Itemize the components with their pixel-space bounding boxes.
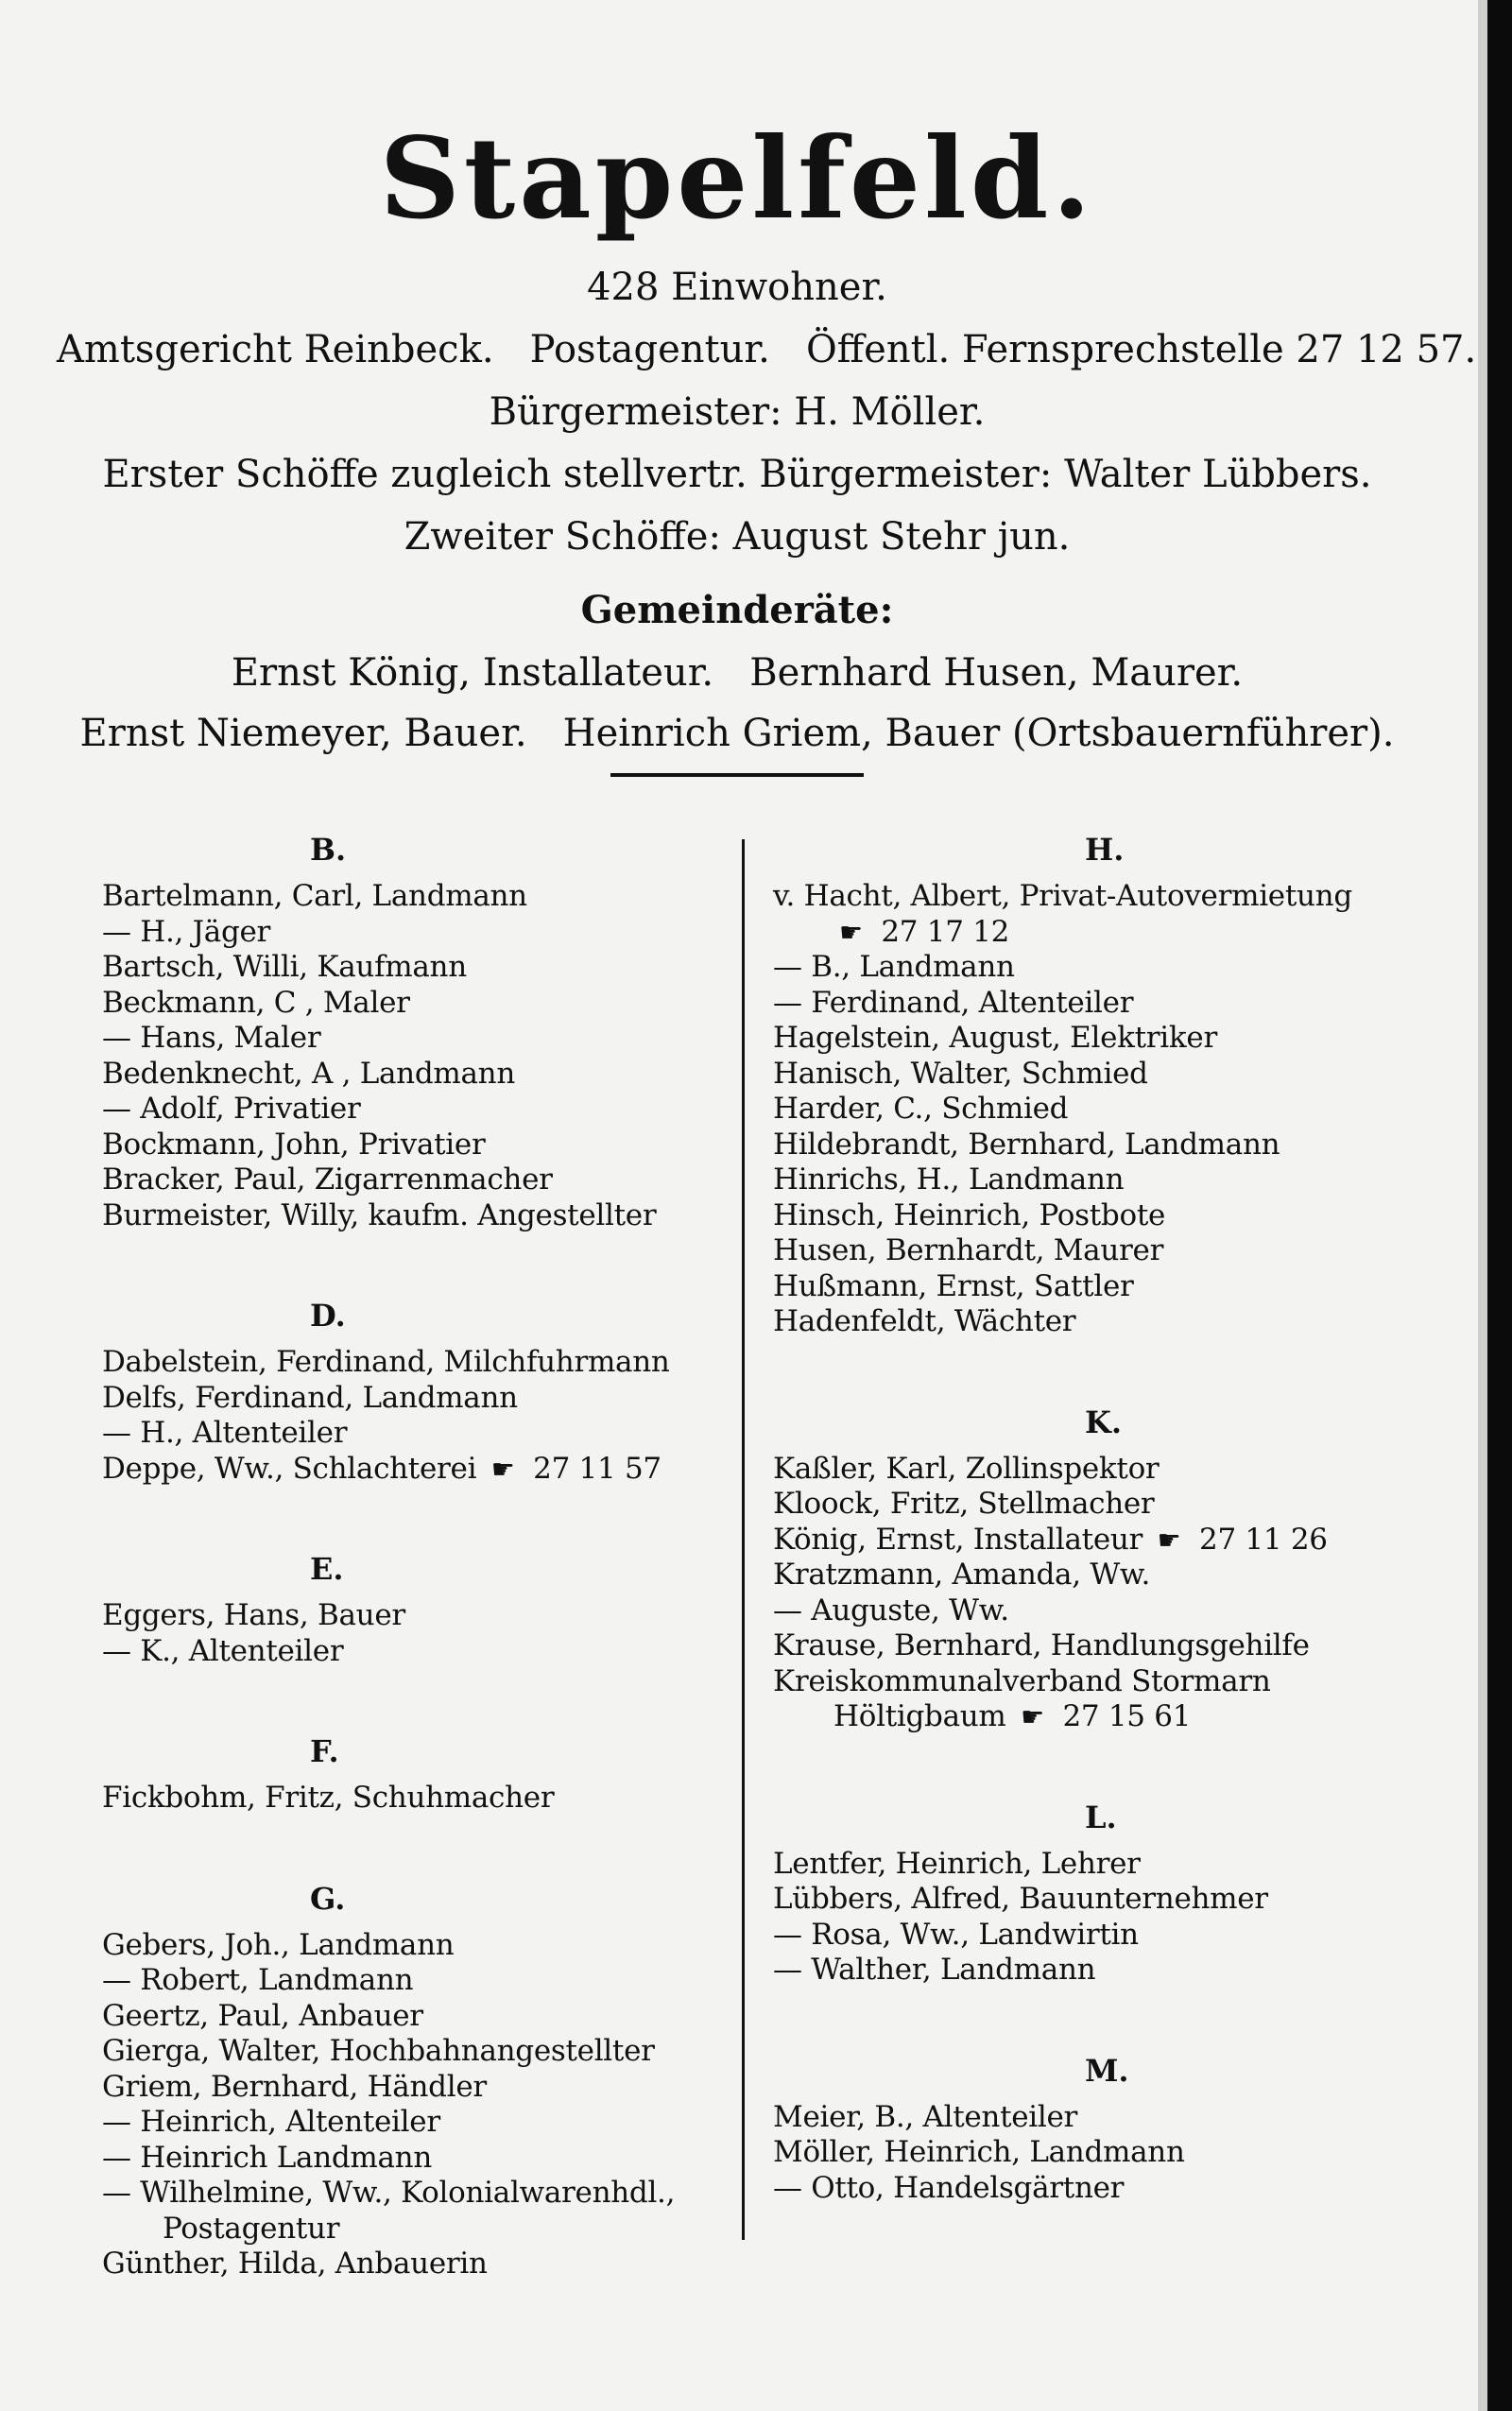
list-item: Kratzmann, Amanda, Ww. xyxy=(773,1558,1151,1592)
entry-text: König, Ernst, Installateur xyxy=(773,1522,1143,1557)
header-divider xyxy=(610,773,864,777)
list-item: — H., Jäger xyxy=(102,914,271,949)
first-schoeffe-line: Erster Schöffe zugleich stellvertr. Bürgermeister: Walter Lübbers. xyxy=(102,453,1372,496)
section-letter-g: G. xyxy=(310,1880,346,1917)
list-item: Meier, B., Altenteiler xyxy=(773,2099,1078,2134)
list-item: Kaßler, Karl, Zollinspektor xyxy=(773,1451,1160,1486)
list-item: Fickbohm, Fritz, Schuhmacher xyxy=(102,1781,555,1815)
section-letter-e: E. xyxy=(310,1551,344,1587)
offices-line: Amtsgericht Reinbeck. Postagentur. Öffentl. Fernsprechstelle 27 12 57. xyxy=(57,328,1477,371)
list-item: Kloock, Fritz, Stellmacher xyxy=(773,1487,1155,1521)
council-line-1: Ernst König, Installateur. Bernhard Husen, Maurer. xyxy=(231,651,1244,695)
section-letter-m: M. xyxy=(1085,2052,1129,2089)
council-line-2: Ernst Niemeyer, Bauer. Heinrich Griem, Bauer (Ortsbauernführer). xyxy=(79,712,1395,755)
list-item-phone-continuation xyxy=(773,915,1425,951)
section-letter-l: L. xyxy=(1085,1799,1117,1835)
section-letter-h: H. xyxy=(1085,832,1125,868)
list-item: Lentfer, Heinrich, Lehrer xyxy=(773,1846,1141,1881)
list-item: Möller, Heinrich, Landmann xyxy=(773,2135,1185,2169)
left-column xyxy=(102,832,754,2282)
phone-number: 27 17 12 xyxy=(881,914,1010,949)
council-heading: Gemeinderäte: xyxy=(580,588,894,632)
list-item: Gierga, Walter, Hochbahnangestellter xyxy=(102,2034,655,2068)
list-item: — Rosa, Ww., Landwirtin xyxy=(773,1917,1139,1952)
section-letter-f: F. xyxy=(310,1733,339,1769)
list-item: — Robert, Landmann xyxy=(102,1963,414,1997)
list-item: Harder, C., Schmied xyxy=(773,1092,1069,1126)
section-letter-d: D. xyxy=(310,1298,346,1334)
list-item: — Adolf, Privatier xyxy=(102,1092,361,1126)
list-item: — Otto, Handelsgärtner xyxy=(773,2170,1125,2205)
list-item: — Heinrich, Altenteiler xyxy=(102,2105,440,2139)
pointing-hand-icon: ☛ xyxy=(839,916,863,948)
page-edge-shadow xyxy=(1487,0,1512,2411)
list-item: Hinrichs, H., Landmann xyxy=(773,1162,1125,1197)
list-item: — K., Altenteiler xyxy=(102,1633,344,1668)
list-item: Burmeister, Willy, kaufm. Angestellter xyxy=(102,1197,657,1232)
list-item: Bockmann, John, Privatier xyxy=(102,1127,486,1162)
list-item: Bartelmann, Carl, Landmann xyxy=(102,879,527,913)
section-letter-k: K. xyxy=(1085,1404,1122,1440)
list-item: Hußmann, Ernst, Sattler xyxy=(773,1268,1134,1303)
list-item: — Ferdinand, Altenteiler xyxy=(773,985,1134,1020)
population: 428 Einwohner. xyxy=(587,266,887,309)
list-item: Hinsch, Heinrich, Postbote xyxy=(773,1197,1166,1232)
list-item: Delfs, Ferdinand, Landmann xyxy=(102,1380,518,1415)
mayor-line: Bürgermeister: H. Möller. xyxy=(489,390,986,434)
list-item: Hanisch, Walter, Schmied xyxy=(773,1056,1148,1091)
list-item: Eggers, Hans, Bauer xyxy=(102,1598,405,1632)
list-item: Dabelstein, Ferdinand, Milchfuhrmann xyxy=(102,1345,670,1379)
list-item: Bedenknecht, A , Landmann xyxy=(102,1056,516,1091)
list-item: Hildebrandt, Bernhard, Landmann xyxy=(773,1127,1280,1162)
list-item-continuation xyxy=(773,1699,1425,1735)
list-item: Bartsch, Willi, Kaufmann xyxy=(102,950,467,984)
list-item: Beckmann, C , Maler xyxy=(102,985,410,1020)
list-item: Lübbers, Alfred, Bauunternehmer xyxy=(773,1882,1268,1916)
pointing-hand-icon: ☛ xyxy=(490,1453,515,1485)
list-item-with-phone xyxy=(773,1523,1425,1559)
phone-number: 27 15 61 xyxy=(1062,1699,1192,1733)
list-item: Kreiskommunalverband Stormarn xyxy=(773,1663,1271,1698)
list-item: — Heinrich Landmann xyxy=(102,2140,433,2175)
section-letter-b: B. xyxy=(310,832,347,868)
list-item: Gebers, Joh., Landmann xyxy=(102,1927,455,1962)
entry-text: Deppe, Ww., Schlachterei xyxy=(102,1451,477,1486)
page-gutter xyxy=(1478,0,1487,2411)
second-schoeffe-line: Zweiter Schöffe: August Stehr jun. xyxy=(404,515,1071,559)
phone-number: 27 11 57 xyxy=(533,1451,662,1486)
list-item-with-phone xyxy=(102,1452,754,1488)
list-item: — Hans, Maler xyxy=(102,1021,321,1055)
list-item: — B., Landmann xyxy=(773,950,1015,984)
right-column xyxy=(773,832,1425,2206)
list-item: Bracker, Paul, Zigarrenmacher xyxy=(102,1162,553,1197)
list-item-continuation: Postagentur xyxy=(163,2211,340,2246)
list-item: Husen, Bernhardt, Maurer xyxy=(773,1233,1164,1267)
list-item: — H., Altenteiler xyxy=(102,1416,348,1450)
list-item: v. Hacht, Albert, Privat-Autovermietung xyxy=(773,879,1352,913)
municipality-header xyxy=(57,112,1477,755)
entry-text: Höltigbaum xyxy=(833,1699,1006,1733)
pointing-hand-icon: ☛ xyxy=(1021,1701,1044,1732)
list-item: Hagelstein, August, Elektriker xyxy=(773,1021,1217,1055)
list-item: — Auguste, Ww. xyxy=(773,1593,1009,1627)
list-item: Günther, Hilda, Anbauerin xyxy=(102,2247,488,2281)
list-item: — Wilhelmine, Ww., Kolonialwarenhdl., xyxy=(102,2176,676,2210)
list-item: Geertz, Paul, Anbauer xyxy=(102,1998,423,2033)
page-title: Stapelfeld. xyxy=(379,112,1095,244)
phone-number: 27 11 26 xyxy=(1199,1522,1328,1557)
list-item: Hadenfeldt, Wächter xyxy=(773,1304,1076,1338)
list-item: Griem, Bernhard, Händler xyxy=(102,2069,487,2104)
list-item: — Walther, Landmann xyxy=(773,1953,1096,1987)
pointing-hand-icon: ☛ xyxy=(1157,1524,1181,1556)
list-item: Krause, Bernhard, Handlungsgehilfe xyxy=(773,1628,1310,1662)
